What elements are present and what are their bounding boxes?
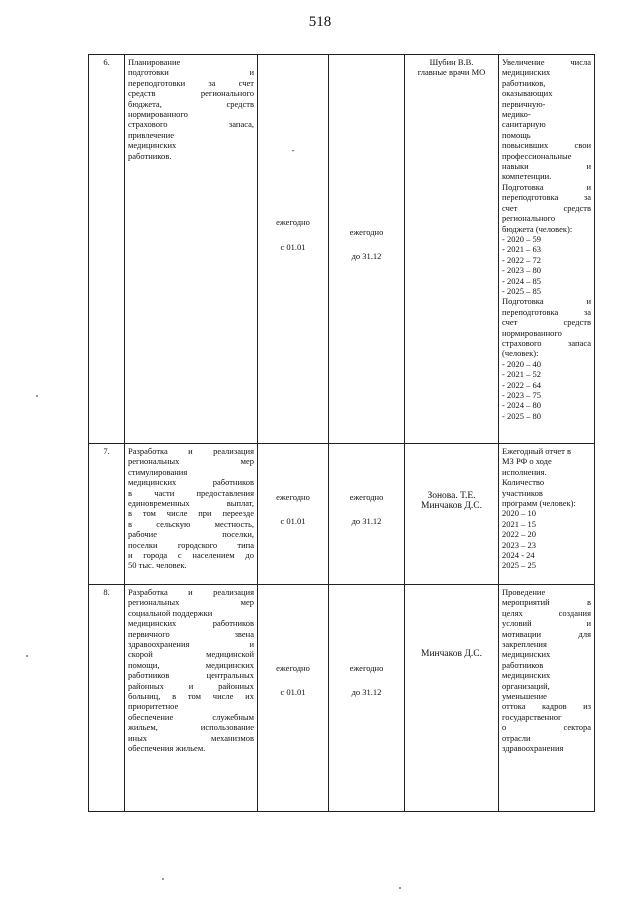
activity-name-line: подготовки и (128, 67, 254, 78)
result-line: - 2022 – 64 (502, 379, 541, 390)
activity-name-line: помощи, медицинских (128, 659, 254, 670)
dash-mark: - (291, 145, 295, 155)
activity-name-line: нормированного (128, 109, 188, 120)
result-line: санитарную (502, 119, 546, 130)
result-line: мероприятий в (502, 597, 591, 608)
result-line: исполнения. (502, 466, 547, 477)
start-frequency: ежегодно (276, 492, 310, 502)
result-line: отрасли (502, 732, 531, 743)
end-frequency: ежегодно (349, 227, 384, 237)
result-line: первичную- (502, 98, 546, 109)
end-date-cell (329, 585, 405, 812)
end-date-cell (329, 55, 405, 444)
result-line: бюджета (человек): (502, 223, 573, 234)
result-line: о сектора (502, 722, 591, 733)
row-number: 7. (89, 444, 125, 585)
result-line: 2024 - 24 (502, 550, 535, 561)
result-line: уменьшение (502, 691, 547, 702)
activity-name-line: в том числе при переезде (128, 508, 254, 519)
activity-name-line: бюджета, средств (128, 98, 254, 109)
activities-table (88, 54, 595, 812)
result-line: Подготовка и (502, 296, 591, 307)
result-line: медицинских (502, 649, 551, 660)
result-line: работников, (502, 77, 546, 88)
result-line: регионального (502, 213, 556, 224)
result-line: медицинских (502, 670, 551, 681)
result-line: - 2024 – 85 (502, 275, 541, 286)
result-line: 2023 – 23 (502, 539, 536, 550)
activity-name-line: региональных мер (128, 597, 254, 608)
responsible-cell (405, 55, 499, 444)
activity-name-line: районных и районных (128, 680, 254, 691)
activity-name-line: иных механизмов (128, 732, 254, 743)
responsible-line: Шубин В.В. (429, 57, 474, 67)
result-cell (499, 444, 595, 585)
result-line: закрепления (502, 639, 547, 650)
start-date: с 01.01 (280, 516, 306, 527)
activity-name-line: страхового запаса, (128, 119, 254, 130)
activity-name-line: региональных мер (128, 456, 254, 467)
responsible-line: Минчаков Д.С. (421, 501, 482, 512)
result-line: 2025 – 25 (502, 560, 536, 571)
activity-name-line: приоритетное (128, 701, 179, 712)
result-line: 2022 – 20 (502, 529, 536, 540)
activity-name-line: переподготовки за счет (128, 77, 254, 88)
activity-name-line: работников центральных (128, 670, 254, 681)
result-line: Проведение (502, 587, 546, 597)
result-line: - 2023 – 80 (502, 265, 541, 276)
activity-name-line: медицинских работников (128, 618, 254, 629)
result-line: организаций, (502, 680, 550, 691)
activity-name-line: стимулирования (128, 466, 188, 477)
activity-name-line: привлечение (128, 129, 174, 140)
activity-name (125, 585, 258, 812)
result-line: страхового запаса (502, 337, 591, 348)
result-line: государственног (502, 711, 562, 722)
scan-speck (26, 655, 28, 657)
activity-name-line: 50 тыс. человек. (128, 560, 187, 571)
result-line: - 2024 – 80 (502, 400, 541, 411)
result-line: Увеличение числа (502, 57, 591, 67)
scan-speck (162, 878, 164, 880)
activity-name-line: обеспечение служебным (128, 711, 254, 722)
start-date: с 01.01 (280, 687, 306, 698)
activity-name-line: в части предоставления (128, 487, 254, 498)
result-line: мотивации для (502, 628, 591, 639)
result-line: счет средств (502, 317, 591, 328)
responsible-cell (405, 444, 499, 585)
activity-name-line: здравоохранения и (128, 639, 254, 650)
activity-name-line: работников. (128, 150, 172, 161)
activity-name-line: Разработка и реализация (128, 446, 254, 456)
activity-name-line: обеспечения жильем. (128, 743, 206, 754)
activity-name-line: социальной поддержки (128, 607, 213, 618)
result-line: нормированного (502, 327, 562, 338)
result-line: 2021 – 15 (502, 518, 536, 529)
end-date-cell (329, 444, 405, 585)
activity-name-line: скорой медицинской (128, 649, 254, 660)
activity-name-line: и города с населением до (128, 550, 254, 561)
start-date-cell (258, 585, 329, 812)
scan-speck (399, 887, 401, 889)
result-line: программ (человек): (502, 498, 576, 509)
activity-name (125, 55, 258, 444)
end-frequency: ежегодно (349, 663, 384, 673)
activity-name-line: поселки городского типа (128, 539, 254, 550)
result-line: - 2025 – 85 (502, 285, 541, 296)
result-line: - 2022 – 72 (502, 254, 541, 265)
result-line: 2020 – 10 (502, 508, 536, 519)
page-number: 518 (308, 14, 332, 30)
responsible-line: Минчаков Д.С. (421, 649, 482, 659)
scan-speck (36, 395, 38, 397)
start-date-cell (258, 444, 329, 585)
start-frequency: ежегодно (276, 217, 310, 228)
result-line: здравоохранения (502, 743, 564, 754)
start-date-cell (258, 55, 329, 444)
activity-name-line: больниц, в том числе их (128, 691, 254, 702)
table-row-7 (89, 444, 595, 585)
result-line: условий и (502, 618, 591, 629)
responsible-line: Зонова. Т.Е. (427, 491, 476, 501)
result-line: медико- (502, 109, 531, 120)
activity-name (125, 444, 258, 585)
end-date: до 31.12 (351, 687, 382, 698)
result-line: Количество (502, 477, 545, 488)
result-line: переподготовка за (502, 306, 591, 317)
result-cell (499, 585, 595, 812)
result-line: - 2025 – 80 (502, 410, 541, 421)
activity-name-line: жильем, использование (128, 722, 254, 733)
end-frequency: ежегодно (349, 492, 384, 502)
row-number: 6. (89, 55, 125, 444)
row-number: 8. (89, 585, 125, 812)
result-line: оказывающих (502, 88, 553, 99)
result-line: счет средств (502, 202, 591, 213)
result-cell (499, 55, 595, 444)
result-line: участников (502, 487, 543, 498)
activity-name-line: рабочие поселки, (128, 529, 254, 540)
activity-name-line: медицинских работников (128, 477, 254, 488)
activity-name-line: средств регионального (128, 88, 254, 99)
activity-name-line: Разработка и реализация (128, 587, 254, 597)
end-date: до 31.12 (351, 516, 382, 527)
table-row-8 (89, 585, 595, 812)
start-frequency: ежегодно (276, 663, 310, 673)
result-line: целях создания (502, 607, 591, 618)
result-line: работников (502, 659, 544, 670)
end-date: до 31.12 (351, 251, 382, 262)
result-line: (человек): (502, 348, 539, 359)
result-line: переподготовка за (502, 192, 591, 203)
result-line: компетенции. (502, 171, 552, 182)
start-date: с 01.01 (280, 241, 306, 252)
activity-name-line: медицинских (128, 140, 177, 151)
result-line: профессиональные (502, 150, 572, 161)
result-line: - 2021 – 63 (502, 244, 541, 255)
responsible-line: главные врачи МО (417, 67, 486, 78)
result-line: - 2023 – 75 (502, 390, 541, 400)
result-line: повысивших свои (502, 140, 591, 151)
result-line: - 2021 – 52 (502, 369, 541, 380)
result-line: медицинских (502, 67, 551, 78)
result-line: Ежегодный отчет в (502, 446, 572, 456)
result-line: МЗ РФ о ходе (502, 456, 552, 467)
table-row-6 (89, 55, 595, 444)
result-line: навыки и (502, 161, 591, 172)
activity-name-line: первичного звена (128, 628, 254, 639)
responsible-cell (405, 585, 499, 812)
result-line: - 2020 – 40 (502, 358, 541, 369)
activity-name-line: единовременных выплат, (128, 498, 254, 509)
result-line: Подготовка и (502, 181, 591, 192)
result-line: помощь (502, 129, 531, 140)
result-line: - 2020 – 59 (502, 233, 541, 244)
activity-name-line: в сельскую местность, (128, 518, 254, 529)
result-line: оттока кадров из (502, 701, 591, 712)
activity-name-line: Планирование (128, 57, 181, 67)
